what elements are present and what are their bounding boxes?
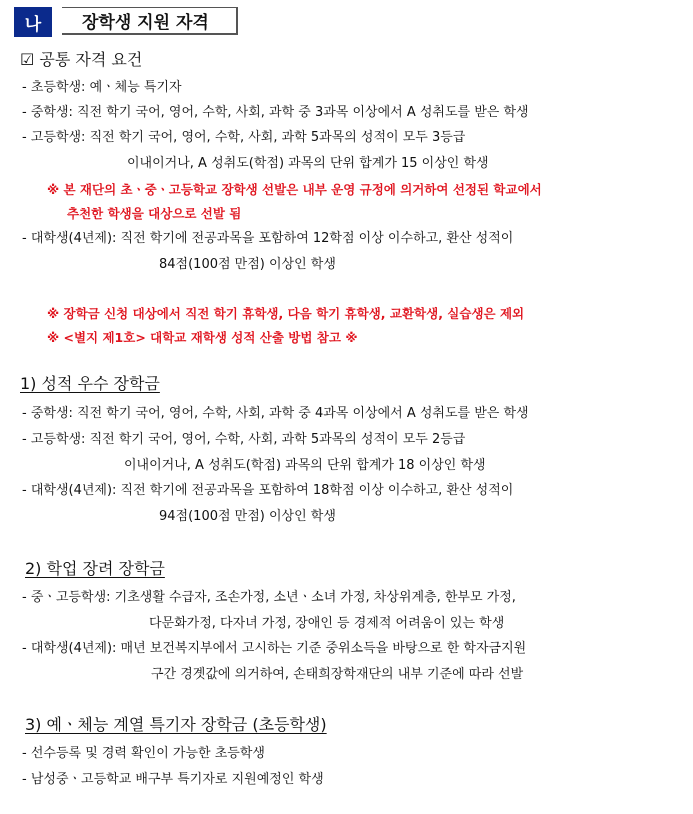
common-univ-line1: - 대학생(4년제): 직전 학기에 전공과목을 포함하여 12학점 이상 이수하고, 환산 성적이 bbox=[22, 231, 514, 246]
common-high-line2: 이내이거나, A 성취도(학점) 과목의 단위 합계가 15 이상인 학생 bbox=[127, 156, 489, 171]
talent-line2: - 남성중ㆍ고등학교 배구부 특기자로 지원예정인 학생 bbox=[22, 772, 324, 787]
section-header bbox=[14, 7, 239, 37]
common-note-reference: ※ <별지 제1호> 대학교 재학생 성적 산출 방법 참고 ※ bbox=[47, 330, 358, 345]
merit-scholarship-title: 1) 성적 우수 장학금 bbox=[20, 374, 160, 393]
merit-high-line2: 이내이거나, A 성취도(학점) 과목의 단위 합계가 18 이상인 학생 bbox=[124, 458, 486, 473]
common-note-selection-line1: ※ 본 재단의 초ㆍ중ㆍ고등학교 장학생 선발은 내부 운영 규정에 의거하여 선정된 학교에서 bbox=[47, 182, 542, 197]
encouragement-univ-line1: - 대학생(4년제): 매년 보건복지부에서 고시하는 기준 중위소득을 바탕으로 한 학자금지원 bbox=[22, 641, 527, 656]
encouragement-univ-line2: 구간 경곗값에 의거하여, 손태희장학재단의 내부 기준에 따라 선발 bbox=[151, 667, 524, 682]
common-middle: - 중학생: 직전 학기 국어, 영어, 수학, 사회, 과학 중 3과목 이상에서 A 성취도를 받은 학생 bbox=[22, 105, 529, 120]
encouragement-mh-line1: - 중ㆍ고등학생: 기초생활 수급자, 조손가정, 소년ㆍ소녀 가정, 차상위계층, 한부모 가정, bbox=[22, 590, 516, 605]
common-high-line1: - 고등학생: 직전 학기 국어, 영어, 수학, 사회, 과학 5과목의 성적이 모두 3등급 bbox=[22, 130, 466, 145]
merit-univ-line1: - 대학생(4년제): 직전 학기에 전공과목을 포함하여 18학점 이상 이수하고, 환산 성적이 bbox=[22, 483, 514, 498]
common-note-exclusion: ※ 장학금 신청 대상에서 직전 학기 휴학생, 다음 학기 휴학생, 교환학생, 실습생은 제외 bbox=[47, 306, 525, 321]
common-requirements-title: ☑ 공통 자격 요건 bbox=[20, 50, 143, 69]
common-note-selection-line2: 추천한 학생을 대상으로 선발 됨 bbox=[67, 206, 242, 221]
merit-univ-line2: 94점(100점 만점) 이상인 학생 bbox=[159, 509, 336, 524]
common-univ-line2: 84점(100점 만점) 이상인 학생 bbox=[159, 257, 336, 272]
encouragement-scholarship-title: 2) 학업 장려 장학금 bbox=[25, 559, 165, 578]
merit-high-line1: - 고등학생: 직전 학기 국어, 영어, 수학, 사회, 과학 5과목의 성적이 모두 2등급 bbox=[22, 432, 466, 447]
section-badge: 나 bbox=[14, 7, 52, 37]
talent-scholarship-title: 3) 예ㆍ체능 계열 특기자 장학금 (초등학생) bbox=[25, 715, 327, 734]
encouragement-mh-line2: 다문화가정, 다자녀 가정, 장애인 등 경제적 어려움이 있는 학생 bbox=[149, 616, 505, 631]
talent-line1: - 선수등록 및 경력 확인이 가능한 초등학생 bbox=[22, 746, 265, 761]
section-title: 장학생 지원 자격 bbox=[62, 7, 238, 35]
common-elementary: - 초등학생: 예ㆍ체능 특기자 bbox=[22, 80, 182, 95]
merit-middle: - 중학생: 직전 학기 국어, 영어, 수학, 사회, 과학 중 4과목 이상에서 A 성취도를 받은 학생 bbox=[22, 406, 529, 421]
